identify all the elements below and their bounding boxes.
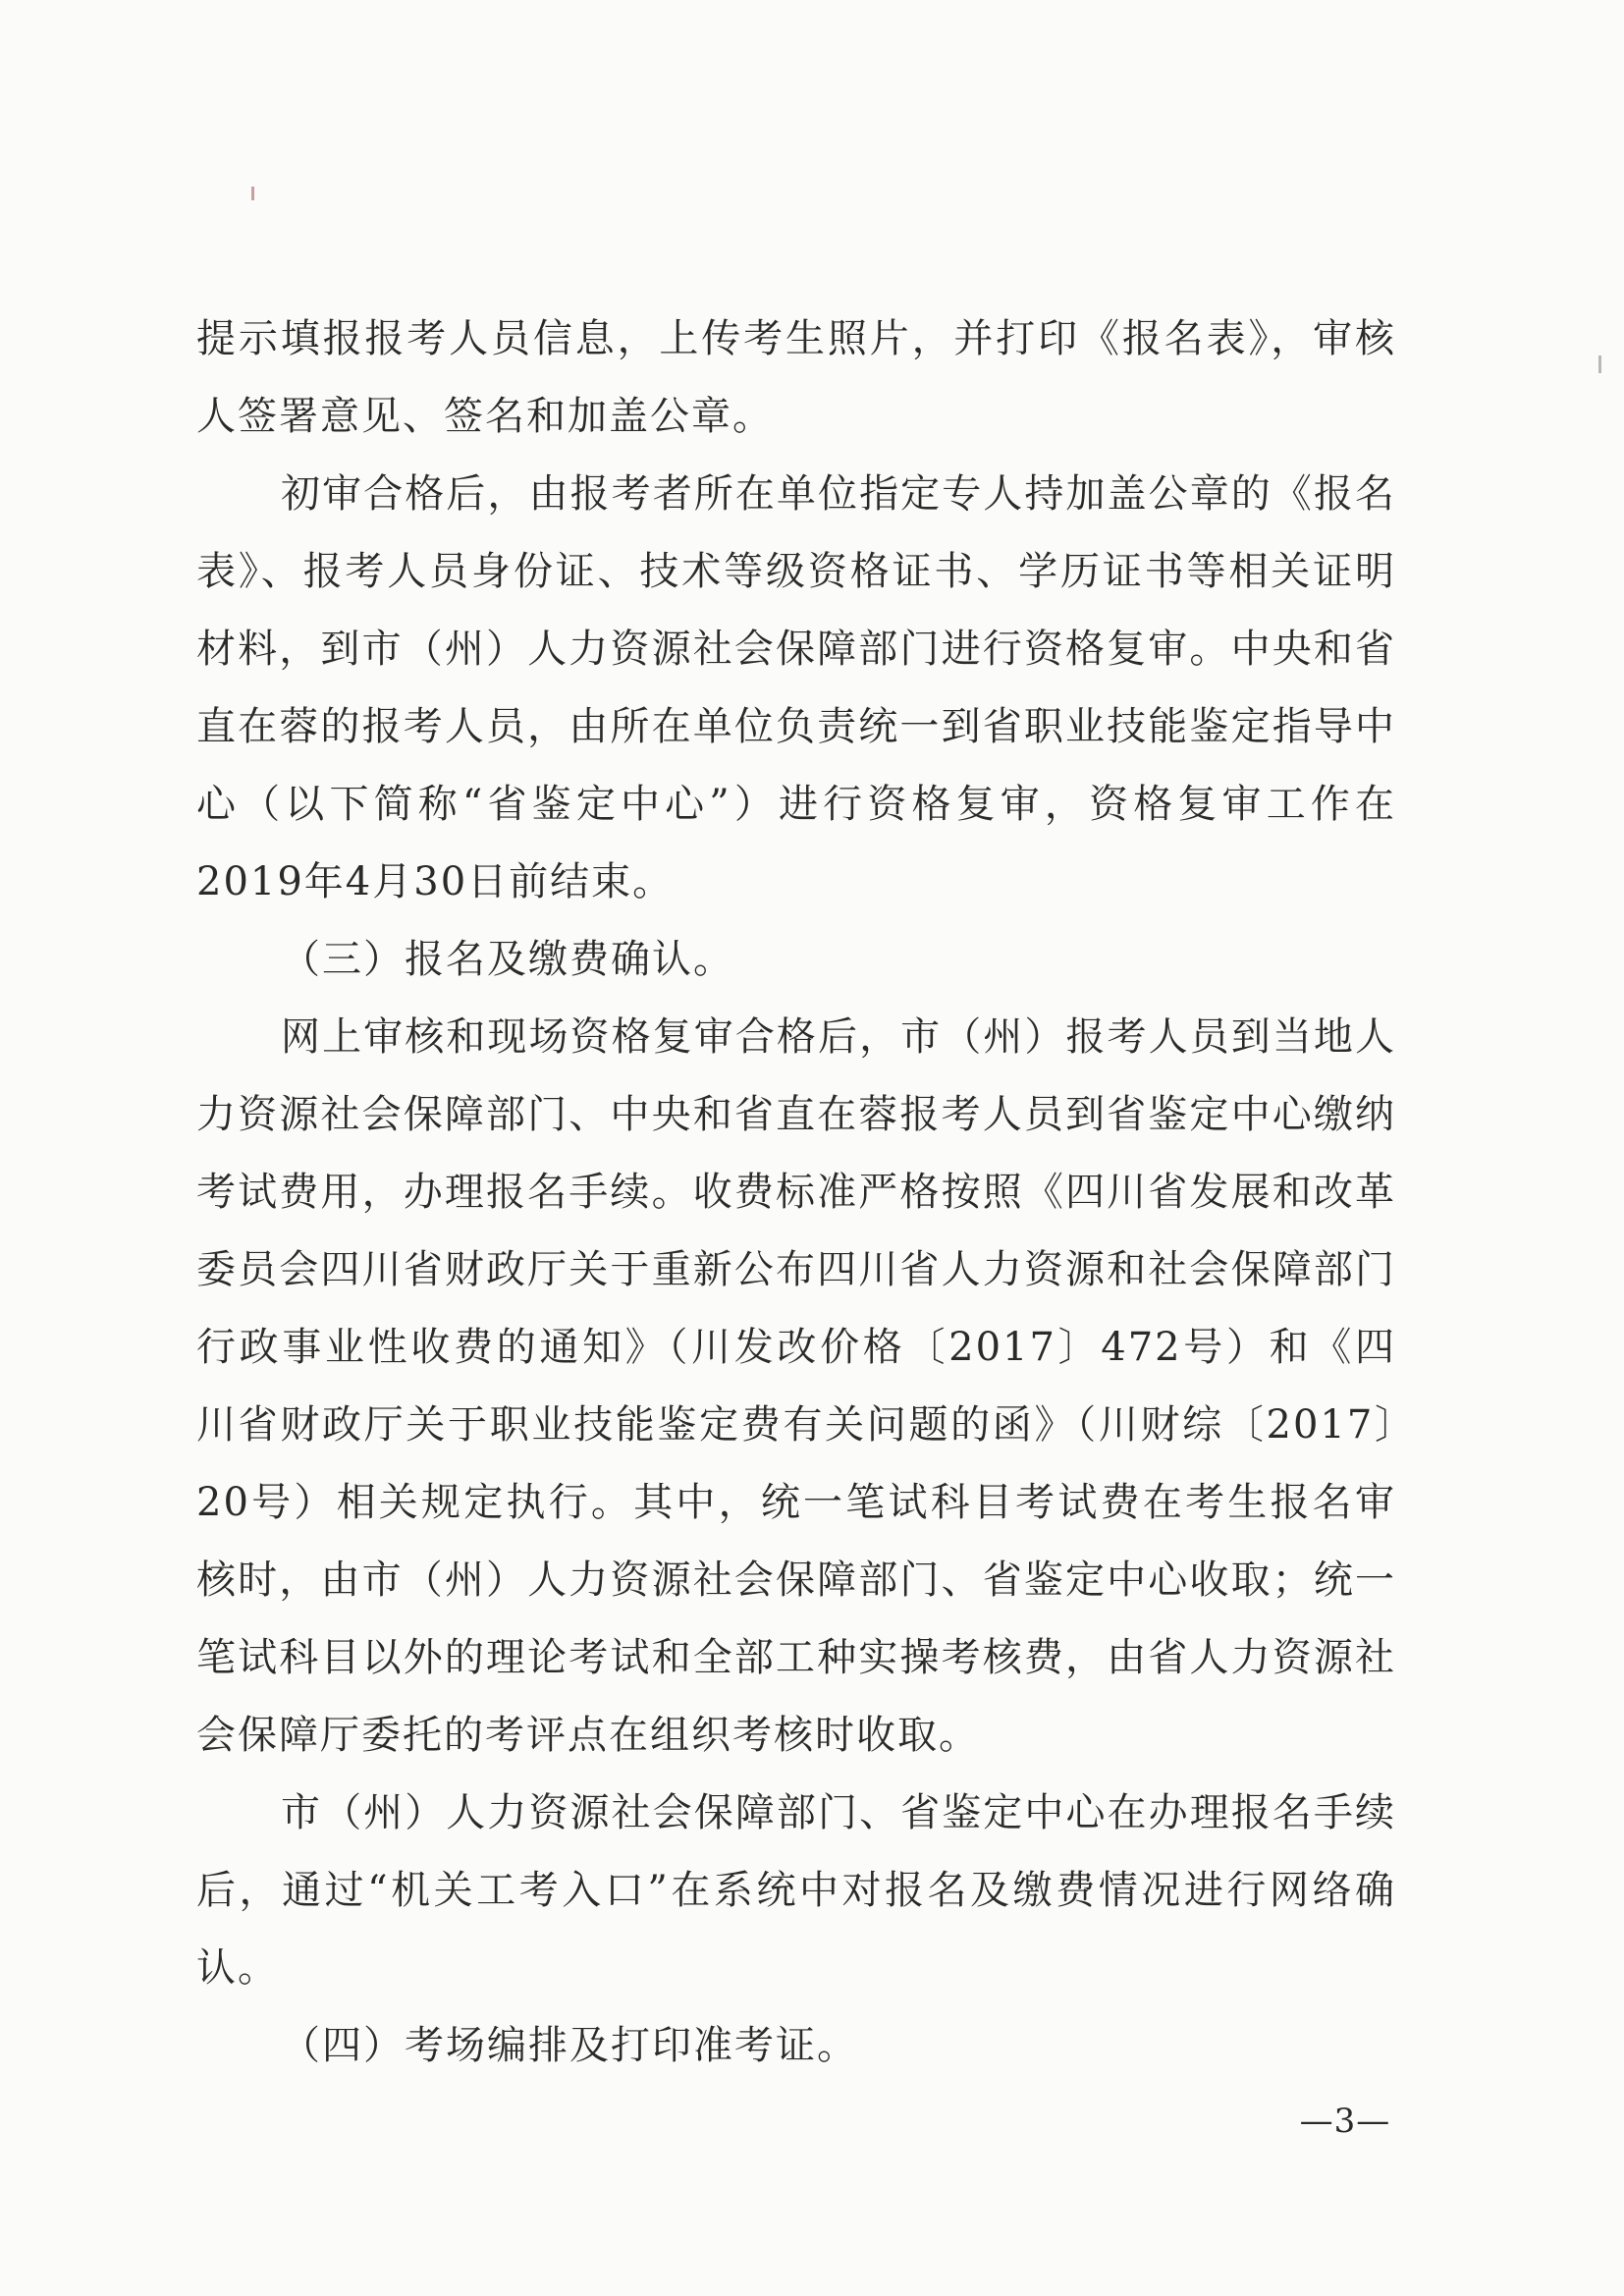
paragraph-initial-review: 初审合格后，由报考者所在单位指定专人持加盖公章的《报名表》、报考人员身份证、技术等级资格证书、学历证书等相关证明材料，到市（州）人力资源社会保障部门进行资格复审。中央和省直在蓉的报考人员，由所在单位负责统一到省职业技能鉴定指导中心（以下简称“省鉴定中心”）进行资格复审，资格复审工作在2019年4月30日前结束。 xyxy=(196,471,1396,904)
document-body xyxy=(196,301,1396,2085)
paragraph-continued: 提示填报报考人员信息，上传考生照片，并打印《报名表》，审核人签署意见、签名和加盖公章。 xyxy=(196,316,1396,439)
section-heading-registration-payment: （三）报名及缴费确认。 xyxy=(281,937,734,982)
section-heading-exam-arrangement: （四）考场编排及打印准考证。 xyxy=(281,2023,858,2068)
scan-mark-right xyxy=(1598,355,1601,373)
paragraph-fee-payment: 网上审核和现场资格复审合格后，市（州）报考人员到当地人力资源社会保障部门、中央和省直在蓉报考人员到省鉴定中心缴纳考试费用，办理报名手续。收费标准严格按照《四川省发展和改革委员会四川省财政厅关于重新公布四川省人力资源和社会保障部门行政事业性收费的通知》（川发改价格〔2017〕472号）和《四川省财政厅关于职业技能鉴定费有关问题的函》（川财综〔2017〕20号）相关规定执行。其中，统一笔试科目考试费在考生报名审核时，由市（州）人力资源社会保障部门、省鉴定中心收取；统一笔试科目以外的理论考试和全部工种实操考核费，由省人力资源社会保障厅委托的考评点在组织考核时收取。 xyxy=(196,1014,1396,1758)
page-number: —3— xyxy=(1299,2102,1391,2141)
scan-mark-left xyxy=(251,187,254,200)
paragraph-network-confirmation: 市（州）人力资源社会保障部门、省鉴定中心在办理报名手续后，通过“机关工考入口”在系统中对报名及缴费情况进行网络确认。 xyxy=(196,1790,1396,1991)
